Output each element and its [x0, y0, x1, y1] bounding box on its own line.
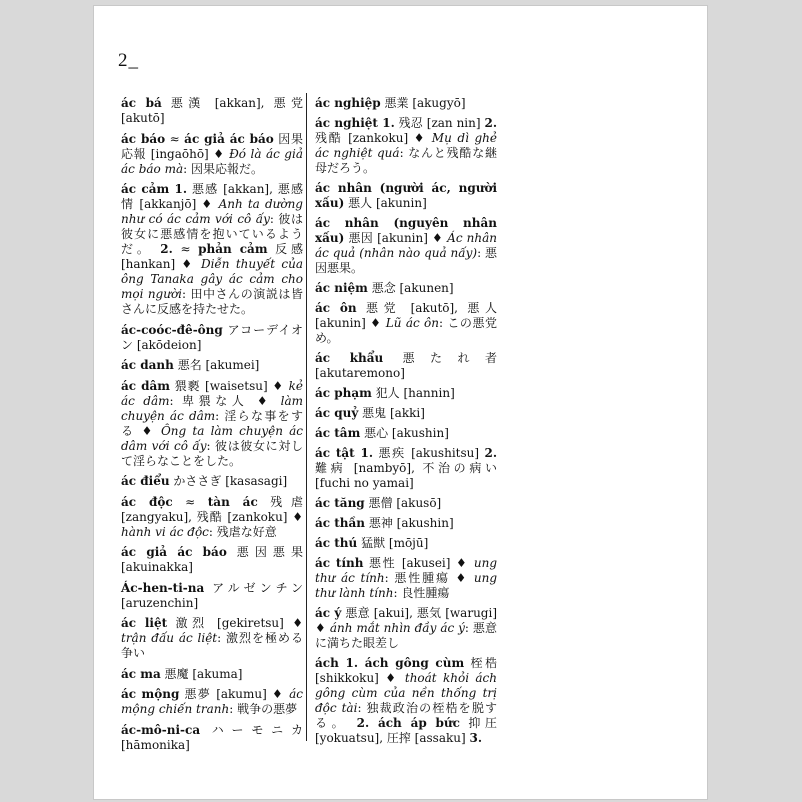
- definition-text: かささぎ [kasasagi]: [169, 474, 288, 488]
- headword-text: ác báo: [121, 131, 166, 146]
- definition-text: ハーモニカ [hāmonika]: [121, 722, 303, 752]
- headword-text: ác mộng: [121, 687, 180, 701]
- left-column: [121, 96, 303, 758]
- definition-text: : 悪性腫瘍 ♦: [384, 571, 474, 585]
- dictionary-entry: [315, 516, 497, 531]
- definition-text: 悪感 [akkan], 悪感情 [akkanjō] ♦: [121, 182, 304, 211]
- headword-text: ác cảm 1.: [121, 182, 188, 196]
- page-number: 2_: [118, 50, 139, 71]
- dictionary-entry: [315, 406, 497, 421]
- headword-text: 2.: [484, 116, 498, 130]
- headword-text: ác độc: [121, 494, 173, 509]
- definition-text: : なんと残酷な継母だろう。: [315, 146, 497, 175]
- example-text: Lũ ác ôn: [385, 316, 440, 330]
- headword-text: 3.: [469, 731, 483, 745]
- headword-text: phản cảm: [198, 242, 268, 256]
- headword-text: ác thần: [315, 516, 366, 530]
- headword-text: Ác-hen-ti-na: [121, 580, 205, 595]
- definition-text: 悪人 [akunin]: [344, 196, 427, 210]
- definition-text: : 彼は彼女に対して淫らなことをした。: [121, 438, 303, 468]
- example-text: ác mộng chiến tranh: [121, 687, 303, 716]
- dictionary-entry: [121, 616, 303, 661]
- example-text: kẻ ác dâm: [121, 378, 303, 408]
- headword-text: ác khẩu: [315, 351, 384, 365]
- headword-text: ác tâm: [315, 426, 361, 440]
- definition-text: 悪たれ者 [akutaremono]: [315, 351, 497, 380]
- example-text: ung thư lành tính: [315, 571, 498, 600]
- definition-text: 悪党 [akutō], 悪人 [akunin] ♦: [315, 301, 497, 330]
- definition-text: 難病 [nambyō], 不治の病い [fuchi no yamai]: [315, 461, 497, 490]
- headword-text: ác niệm: [315, 281, 368, 295]
- headword-text: ác ma: [121, 666, 161, 681]
- dictionary-entry: [121, 182, 303, 317]
- headword-text: ác giả ác báo: [121, 545, 227, 559]
- example-text: Đó là ác giả ác báo mà: [121, 146, 303, 176]
- dictionary-entry: [315, 386, 497, 401]
- definition-text: : 卑猥な人 ♦: [169, 393, 281, 408]
- headword-text: ác giả ác báo: [184, 131, 274, 146]
- dictionary-entry: [121, 545, 303, 575]
- definition-text: 因果応報 [ingaōhō] ♦: [121, 131, 303, 161]
- example-text: làm chuyện ác dâm: [121, 393, 303, 423]
- headword-text: ác dâm: [121, 378, 170, 393]
- definition-text: 反感 [hankan] ♦: [121, 242, 303, 271]
- definition-text: 残虐 [zangyaku], 残酷 [zankoku] ♦: [121, 494, 303, 524]
- dictionary-entry: [121, 323, 303, 353]
- definition-text: 桎梏 [shikkoku] ♦: [315, 656, 497, 685]
- dictionary-entry: [315, 446, 497, 491]
- headword-text: ác nhân (nguyên nhân xấu): [315, 216, 497, 245]
- definition-text: ≈: [172, 242, 199, 256]
- dictionary-entry: [315, 301, 497, 346]
- headword-text: ác nghiệt 1.: [315, 116, 395, 130]
- dictionary-entry: [315, 116, 497, 176]
- definition-text: : 残虐な好意: [208, 524, 277, 539]
- definition-text: 悪名 [akumei]: [173, 358, 260, 372]
- definition-text: : 独裁政治の桎梏を脱する。: [315, 701, 498, 730]
- dictionary-entry: [121, 474, 303, 489]
- definition-text: : 良性腫瘍: [393, 586, 450, 600]
- definition-text: : 戦争の悪夢: [229, 702, 298, 716]
- definition-text: 悪念 [akunen]: [367, 281, 454, 295]
- example-text: hành vi ác độc: [121, 524, 209, 539]
- right-column: [315, 96, 497, 751]
- headword-text: ác phạm: [315, 386, 372, 400]
- headword-text: ác tăng: [315, 496, 365, 510]
- definition-text: 悪鬼 [akki]: [358, 406, 425, 420]
- example-text: ung thư ác tính: [315, 556, 498, 585]
- example-text: Ông ta làm chuyện ác dâm với cô ấy: [121, 423, 303, 453]
- headword-text: ác-mô-ni-ca: [121, 722, 201, 737]
- headword-text: ác-coóc-đê-ông: [121, 322, 223, 337]
- dictionary-entry: [315, 281, 497, 296]
- dictionary-entry: [315, 496, 497, 511]
- headword-text: ác nghiệp: [315, 96, 381, 110]
- example-text: trận đấu ác liệt: [121, 631, 218, 645]
- dictionary-entry: [315, 181, 497, 211]
- headword-text: 2. ách áp bức: [356, 716, 460, 730]
- definition-text: 残忍 [zan nin]: [394, 116, 485, 130]
- definition-text: 悪僧 [akusō]: [364, 496, 442, 510]
- headword-text: ác tật 1.: [315, 446, 374, 460]
- dictionary-entry: [315, 351, 497, 381]
- dictionary-entry: [315, 426, 497, 441]
- headword-text: tàn ác: [207, 494, 258, 509]
- dictionary-entry: [315, 536, 497, 551]
- dictionary-entry: [121, 581, 303, 611]
- dictionary-entry: [121, 358, 303, 373]
- definition-text: 悪疾 [akushitsu]: [373, 446, 485, 460]
- definition-text: 抑圧 [yokuatsu], 圧搾 [assaku]: [315, 716, 497, 745]
- headword-text: ác nhân (người ác, người xấu): [315, 181, 497, 210]
- headword-text: ác ý: [315, 606, 342, 620]
- definition-text: 悪因 [akunin] ♦: [344, 231, 448, 245]
- example-text: Ác nhân ác quả (nhân nào quả nấy): [315, 231, 497, 260]
- headword-text: ác tính: [315, 556, 364, 570]
- column-divider: [306, 93, 307, 741]
- dictionary-entry: [121, 132, 303, 177]
- definition-text: : 田中さんの演説は皆さんに反感を持たせた。: [121, 287, 303, 316]
- dictionary-entry: [121, 495, 303, 540]
- definition-text: 悪性 [akusei] ♦: [363, 556, 474, 570]
- headword-text: ác thú: [315, 536, 358, 550]
- dictionary-entry: [121, 723, 303, 753]
- definition-text: 犯人 [hannin]: [371, 386, 455, 400]
- dictionary-entry: [315, 606, 497, 651]
- headword-text: 2.: [160, 242, 173, 256]
- definition-text: 残酷 [zankoku] ♦: [315, 131, 432, 145]
- example-text: Mụ dì ghẻ ác nghiệt quá: [315, 131, 497, 160]
- dictionary-entry: [315, 96, 497, 111]
- definition-text: 悪漢 [akkan], 悪党 [akutō]: [121, 96, 303, 125]
- dictionary-entry: [315, 556, 497, 601]
- dictionary-entry: [121, 687, 303, 717]
- definition-text: : 淫らな事をする ♦: [121, 408, 303, 438]
- definition-text: 悪魔 [akuma]: [160, 666, 243, 681]
- dictionary-entry: [315, 656, 497, 746]
- definition-text: ≈: [172, 494, 208, 509]
- definition-text: : 悪因悪果。: [315, 246, 498, 275]
- definition-text: アルゼンチン [aruzenchin]: [121, 580, 303, 610]
- dictionary-entry: [121, 96, 303, 126]
- definition-text: 猛獣 [mōjū]: [357, 536, 429, 550]
- definition-text: 悪業 [akugyō]: [380, 96, 466, 110]
- definition-text: 猥褻 [waisetsu] ♦: [169, 378, 289, 393]
- example-text: Anh ta dường như có ác cảm với cô ấy: [121, 197, 303, 226]
- definition-text: 悪夢 [akumu] ♦: [179, 687, 290, 701]
- definition-text: ≈: [165, 131, 185, 146]
- definition-text: : 彼は彼女に悪感情を抱いているようだ。: [121, 212, 303, 256]
- definition-text: : 激烈を極める争い: [121, 631, 304, 660]
- headword-text: ách 1. ách gông cùm: [315, 656, 465, 670]
- definition-text: 悪心 [akushin]: [360, 426, 449, 440]
- definition-text: 悪意 [akui], 悪気 [warugi] ♦: [315, 606, 497, 635]
- example-text: Diễn thuyết của ông Tanaka gây ác cảm cho mọi người: [121, 257, 303, 301]
- headword-text: ác ôn: [315, 301, 357, 315]
- dictionary-entry: [121, 667, 303, 682]
- definition-text: : この悪党め。: [315, 316, 497, 345]
- definition-text: アコーデイオン [akōdeion]: [121, 322, 303, 352]
- definition-text: : 悪意に満ちた眼差し: [315, 621, 498, 650]
- headword-text: 2.: [484, 446, 497, 460]
- definition-text: 悪因悪果 [akuinakka]: [121, 545, 303, 574]
- headword-text: ác bá: [121, 96, 162, 110]
- example-text: thoát khỏi ách gông cùm của nền thống trị độc tài: [315, 671, 498, 715]
- dictionary-entry: [121, 379, 303, 469]
- dictionary-entry: [315, 216, 497, 276]
- example-text: ánh mắt nhìn đầy ác ý: [329, 621, 465, 635]
- definition-text: : 因果応報だ。: [183, 161, 263, 176]
- headword-text: ác điểu: [121, 474, 170, 488]
- definition-text: 激烈 [gekiretsu] ♦: [167, 616, 303, 630]
- headword-text: ác liệt: [121, 616, 168, 630]
- headword-text: ác danh: [121, 358, 174, 372]
- definition-text: 悪神 [akushin]: [365, 516, 454, 530]
- headword-text: ác quỷ: [315, 406, 359, 420]
